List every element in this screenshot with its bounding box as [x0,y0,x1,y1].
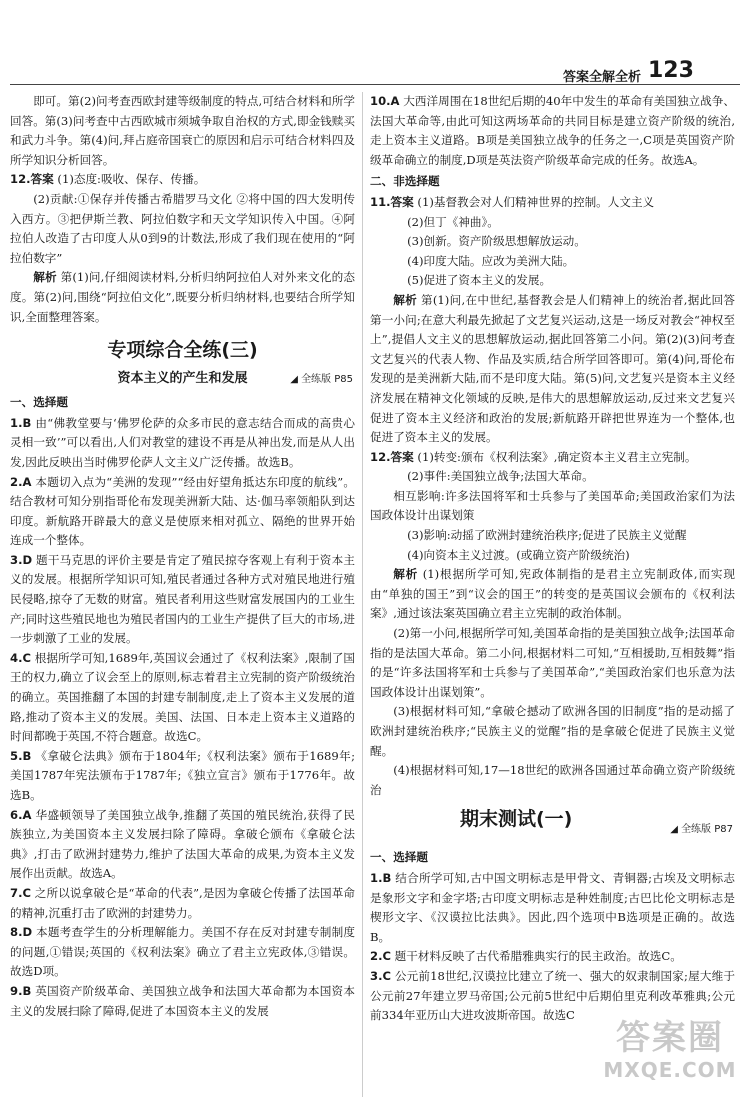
answer-num: 2.C [370,949,391,964]
answer-text: 华盛顿领导了美国独立战争,推翻了英国的殖民统治,获得了民族独立,为美国资本主义发展扫除了障碍。拿破仑颁布《拿破仑法典》,打击了欧洲封建势力,维护了法国大革命的成果,为资本主义发展作出贡献。故选A。 [10,807,356,881]
q12-analysis-text: (4)根据材料可知,17—18世纪的欧洲各国通过革命确立资产阶级统治 [370,763,735,797]
header-title: 答案全解全析 [563,70,642,85]
answer-item [370,92,735,170]
answer-item [10,982,355,1021]
q12-answer-1: (1)态度:吸收、保存、传播。 [57,172,206,187]
q12-analysis [370,565,735,624]
watermark-logo [600,1018,740,1098]
q12-analysis-text: (2)第一小问,根据所学可知,美国革命指的是美国独立战争;法国革命指的是法国大革命。第二小问,根据材料二可知,“互相援助,互相鼓舞”指的是“许多法国将军和士兵参与了美国革命”,“美国政治家们也乐意为法国政体设计出谋划策”。 [370,626,735,699]
answer-text: 由“佛教堂要与‘佛罗伦萨的众多市民的意志结合而成的高贵心灵相一致’”可以看出,人们对教堂的建设不再是从神出发,而是从人出发,因此反映出当时佛罗伦萨人文主义广泛传播。故选B。 [10,415,355,469]
continued-paragraph: 即可。第(2)问考查西欧封建等级制度的特点,可结合材料和所学回答。第(3)问考查中古西欧城市须城争取自治权的方式,即金钱赎买和武力斗争。第(4)问,拜占庭帝国衰亡的原因和启示可结合材料四及所学知识分析回答。 [10,94,355,167]
exam-title-row [370,810,735,844]
q11-answer-line: (3)创新。资产阶级思想解放运动。 [407,234,586,249]
answer-text: 大西洋周围在18世纪后期的40年中发生的革命有美国独立战争、法国大革命等,由此可知这两场革命的共同目标是建立资产阶级的统治,走上资本主义道路。B项是美国独立战争的任务之一,C项是英国资产阶级革命确立的制度,D项是英法资产阶级革命完成的任务。故选A。 [370,94,736,167]
watermark-line2: MXQE.COM [603,1058,737,1082]
analysis-label: 解析 [393,292,417,307]
q11-analysis-text: 第(1)问,在中世纪,基督教会是人们精神上的统治者,据此回答第一小问;在意大利最先掀起了文艺复兴运动,这是一场反对教会“神权至上”,提倡人文主义的思想解放运动,据此回答第二小问。第(2)(3)问考查文艺复兴的代表人物、作品及实质,结合所学回答即可。第(4)问,哥伦布发现的是美洲新大陆,而不是印度大陆。第(5)问,文艺复兴是资本主义经济发展在精神文化领域的反映,是伟大的思想解放运动,反过来文艺复兴促进了资本主义经济和政治的发展;新航路开辟把世界连为一个整体,也促进了资本主义的发展。 [370,292,735,445]
q12-analysis-text: (3)根据材料可知,“拿破仑撼动了欧洲各国的旧制度”指的是动摇了欧洲封建统治秩序;“民族主义的觉醒”指的是拿破仑促进了民族主义觉醒。 [370,704,735,758]
answer-num: 1.B [10,415,32,430]
answer-text: 本题切入点为“美洲的发现”“经由好望角抵达东印度的航线”。结合教材可知分别指哥伦布发现美洲新大陆、达·伽马率领船队到达印度。新航路开辟最大的意义是使原来相对孤立、隔绝的世界开始连成一个整体。 [10,474,356,548]
answer-text: 根据所学可知,1689年,英国议会通过了《权利法案》,限制了国王的权力,确立了议会至上的原则,标志着君主立宪制的资产阶级统治的确立。英国推翻了本国的封建专制制度,走上了资本主义发展的道路,推动了资本主义的发展。美国、法国、日本走上资本主义道路的时间都晚于英国,不符合题意。故选C。 [10,650,355,744]
left-column [10,92,355,1021]
q12-answer-line: (2)事件:美国独立战争;法国大革命。 [407,469,594,484]
answer-num: 5.B [10,748,32,763]
q12-answer-line: (4)向资本主义过渡。(或确立资产阶级统治) [407,547,630,562]
answer-num: 3.D [10,552,33,567]
exam-ref [670,820,733,840]
arrow-icon: ◢ [290,374,302,386]
q11-answer-line: (4)印度大陆。应改为美洲大陆。 [407,253,575,268]
answer-num: 4.C [10,650,31,665]
q12-answer [10,170,355,190]
answer-item [10,884,355,923]
answer-item [10,473,355,551]
answer-item [10,414,355,473]
column-divider [362,92,363,1097]
section-ref [290,370,353,390]
exam-title: 期末测试(一) [460,808,573,831]
answer-text: 之所以说拿破仑是“革命的代表”,是因为拿破仑传播了法国革命的精神,沉重打击了欧洲的封建势力。 [10,885,356,920]
answer-text: 《拿破仑法典》颁布于1804年;《权利法案》颁布于1689年;美国1787年宪法颁布于1787年;《独立宣言》颁布于1776年。故选B。 [10,748,355,802]
q12-analysis-text: 第(1)问,仔细阅读材料,分析归纳阿拉伯人对外来文化的态度。第(2)问,围绕“阿拉伯文化”,既要分析归纳材料,也要结合所学知识,全面整理答案。 [10,270,356,324]
section-heading-choice: 一、选择题 [370,850,428,865]
answer-item [370,967,735,1026]
section-heading-choice: 一、选择题 [10,395,68,410]
q12-label: 12.答案 [370,449,414,464]
section-title: 专项综合全练(三) [107,339,258,362]
q11-answer [370,193,735,213]
answer-num: 2.A [10,474,32,489]
answer-item [10,806,355,884]
watermark-line1: 答案圈 [616,1018,724,1058]
answer-num: 7.C [10,885,31,900]
q11-label: 11.答案 [370,194,414,209]
section-subtitle-row [10,369,355,391]
q11-answer-line: (5)促进了资本主义的发展。 [407,273,552,288]
answer-item [370,869,735,947]
q12-answer-line: (3)影响:动摇了欧洲封建统治秩序;促进了民族主义觉醒 [407,528,687,543]
q12-answer [370,448,735,468]
answer-num: 8.D [10,925,33,940]
q11-answer-line: (2)但丁《神曲》。 [407,214,499,229]
section-ref-text: 全练版 P85 [301,374,353,386]
answer-text: 公元前18世纪,汉谟拉比建立了统一、强大的奴隶制国家;屋大维于公元前27年建立罗马帝国;公元前5世纪中后期伯里克利改革雅典;公元前334年亚历山大进攻波斯帝国。故选C [370,968,735,1023]
answer-item [10,923,355,982]
section-subtitle: 资本主义的产生和发展 [117,371,248,387]
section-heading-nonchoice: 二、非选择题 [370,174,440,189]
answer-num: 1.B [370,870,392,885]
right-column [370,92,735,1026]
analysis-label: 解析 [393,567,419,582]
exam-ref-text: 全练版 P87 [681,824,733,836]
answer-item [10,747,355,806]
arrow-icon: ◢ [670,824,682,836]
q12-analysis [10,268,355,327]
q12-analysis-text: (1)根据所学可知,宪政体制指的是君主立宪制政体,而实现由“单独的国王”到“议会的国王”的转变的是英国议会颁布的《权利法案》,通过该法案英国确立君主立宪制的政治体制。 [370,567,735,621]
answer-text: 题干材料反映了古代希腊雅典实行的民主政治。故选C。 [394,949,682,964]
q11-analysis [370,291,735,448]
answer-item [370,947,735,967]
answer-num: 3.C [370,968,391,983]
q11-answer-line: (1)基督教会对人们精神世界的控制。人文主义 [417,194,655,209]
q12-answer-2: (2)贡献:①保存并传播古希腊罗马文化 ②将中国的四大发明传入西方。③把伊斯兰教、阿拉伯数字和天文学知识传入中国。④阿拉伯人改造了古印度人从0到9的计数法,形成了我们现在使用的“阿拉伯数字” [10,191,355,265]
q12-label: 12.答案 [10,172,54,187]
answer-item [10,551,355,649]
answer-text: 结合所学可知,古中国文明标志是甲骨文、青铜器;古埃及文明标志是象形文字和金字塔;古印度文明标志是种姓制度;古巴比伦文明标志是楔形文字、《汉谟拉比法典》。因此,四个选项中B选项是正确的。故选B。 [370,870,736,944]
answer-text: 题干马克思的评价主要是肯定了殖民掠夺客观上有利于资本主义的发展。根据所学知识可知,殖民者通过各种方式对殖民地进行殖民侵略,掠夺了无数的财富。殖民者利用这些财富发展国内的工业生产;同时这些殖民地也为殖民者国内的工业生产提供了巨大的市场,进一步刺激了工业的发展。 [10,552,355,646]
analysis-label: 解析 [33,270,57,285]
page-number: 123 [648,58,694,83]
answer-num: 10.A [370,94,400,108]
q12-answer-line: 相互影响:许多法国将军和士兵参与了美国革命;美国政治家们为法国政体设计出谋划策 [370,488,735,523]
answer-item [10,649,355,747]
q12-answer-line: (1)转变:颁布《权利法案》,确定资本主义君主立宪制。 [417,449,697,464]
answer-text: 英国资产阶级革命、美国独立战争和法国大革命都为本国资本主义的发展扫除了障碍,促进了本国资本主义的发展 [10,983,355,1018]
answer-num: 9.B [10,983,32,998]
page-header [0,0,750,90]
answer-text: 本题考查学生的分析理解能力。美国不存在反对封建专制制度的问题,①错误;英国的《权利法案》确立了君主立宪政体,③错误。故选D项。 [10,925,355,979]
header-rule [10,84,740,85]
answer-num: 6.A [10,807,32,822]
